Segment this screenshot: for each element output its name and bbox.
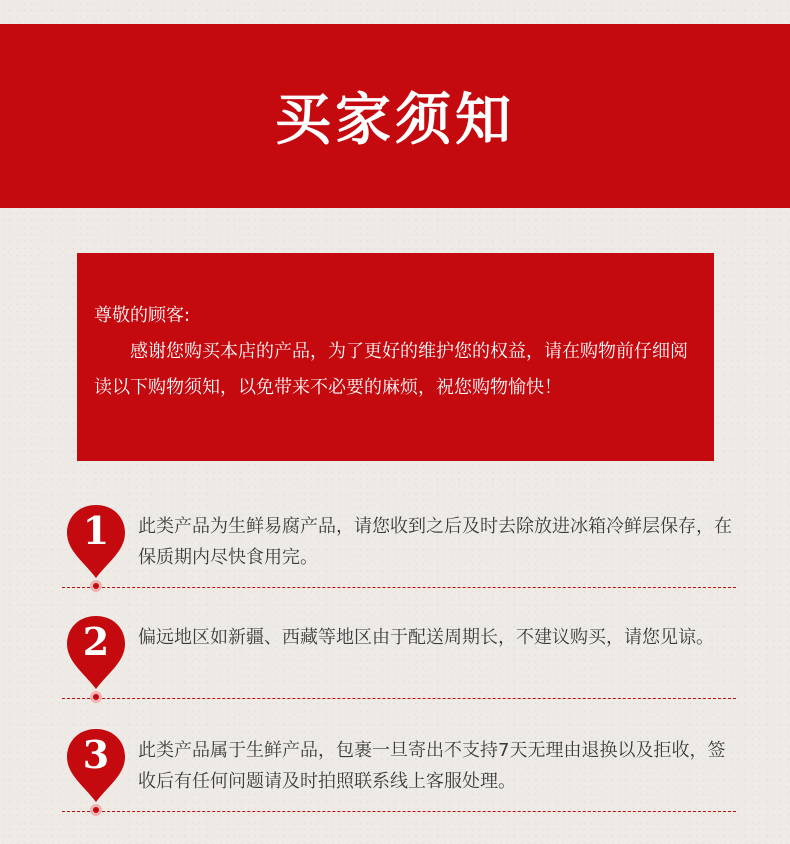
item-text: 此类产品属于生鲜产品，包裹一旦寄出不支持7天无理由退换以及拒收，签收后有任何问题请及时拍照联系线上客服处理。: [138, 740, 726, 792]
location-pin-icon: [65, 727, 127, 803]
item-number: 1: [82, 508, 110, 553]
divider-dot: [90, 580, 102, 592]
title-banner: [0, 24, 790, 208]
notice-body: 感谢您购买本店的产品，为了更好的维护您的权益，请在购物前仔细阅读以下购物须知，以免带来不必要的麻烦，祝您购物愉快！: [94, 341, 688, 398]
item-number: 2: [82, 619, 110, 664]
notice-item-2: [0, 614, 790, 726]
notice-item-1: [0, 503, 790, 615]
dashed-divider: [62, 698, 736, 699]
notice-box: [77, 253, 714, 461]
notice-greeting: 尊敬的顾客:: [94, 305, 191, 326]
item-number: 3: [82, 732, 110, 777]
divider-dot: [90, 804, 102, 816]
location-pin-icon: [65, 503, 127, 579]
location-pin-icon: [65, 614, 127, 690]
dashed-divider: [62, 811, 736, 812]
dashed-divider: [62, 587, 736, 588]
item-text: 偏远地区如新疆、西藏等地区由于配送周期长，不建议购买，请您见谅。: [138, 627, 714, 648]
item-text: 此类产品为生鲜易腐产品，请您收到之后及时去除放进冰箱冷鲜层保存，在保质期内尽快食用完。: [138, 516, 732, 568]
page-title: 买家须知: [275, 87, 515, 153]
notice-item-3: [0, 727, 790, 839]
divider-dot: [90, 691, 102, 703]
